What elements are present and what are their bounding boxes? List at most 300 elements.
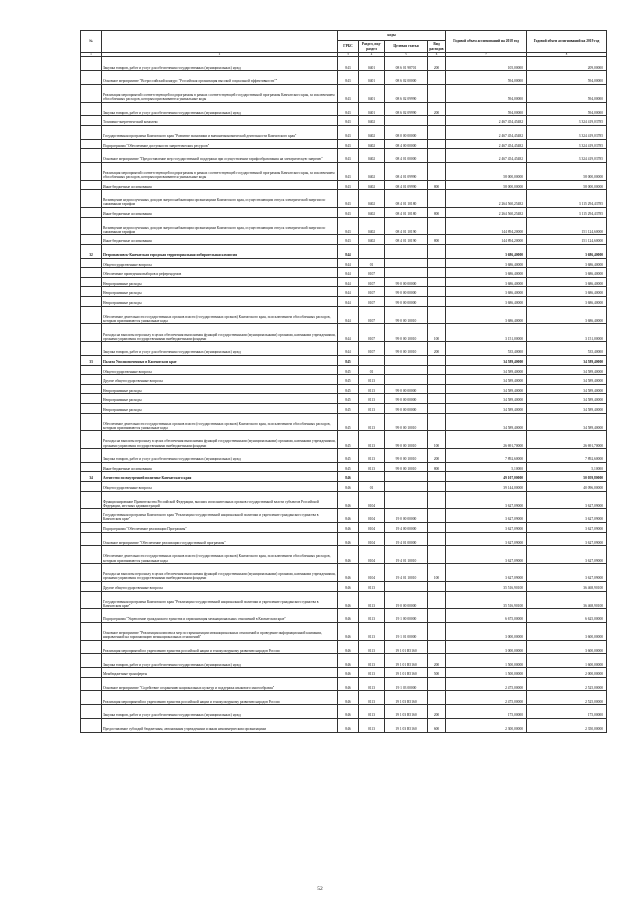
- section-cell: 0113: [359, 403, 385, 413]
- target-article-cell: 99 0 00 10010: [385, 431, 428, 449]
- row-name-cell: Расходы на выплаты персоналу в целях обеспечения выполнения функций государственными (муниципальными) органами, казенными учреждениями, органами управления государственными внебюджетными фондами: [102, 431, 338, 449]
- volume-2019-cell: 34 589,40000: [527, 394, 607, 404]
- volume-2019-cell: 3 627,09000: [527, 509, 607, 523]
- grbs-cell: 843: [338, 180, 359, 190]
- target-article-cell: 08 6 02 09990: [385, 102, 428, 116]
- target-article-cell: 08 6 02 00000: [385, 71, 428, 85]
- row-name-cell: Иные бюджетные ассигнования: [102, 462, 338, 472]
- expense-type-cell: [428, 491, 446, 509]
- grbs-cell: 846: [338, 472, 359, 482]
- target-article-cell: 99 0 00 00000: [385, 277, 428, 287]
- grbs-cell: 846: [338, 523, 359, 533]
- row-number-cell: [81, 57, 102, 71]
- volume-2019-cell: 34 589,40000: [527, 384, 607, 394]
- row-name-cell: Закупка товаров, работ и услуг для обеспечения государственных (муниципальных) нужд: [102, 57, 338, 71]
- target-article-cell: 19 4 00 00000: [385, 523, 428, 533]
- expense-type-cell: [428, 149, 446, 163]
- volume-2019-cell: 58 000,00000: [527, 162, 607, 180]
- volume-2018-cell: 3 686,40000: [446, 297, 527, 307]
- target-article-cell: 19 1 03 R5160: [385, 705, 428, 719]
- section-cell: 0113: [359, 705, 385, 719]
- section-cell: 0104: [359, 509, 385, 523]
- volume-2019-cell: 3 686,40000: [527, 277, 607, 287]
- header-target-article: Целевая статья: [385, 41, 428, 53]
- row-name-cell: Закупка товаров, работ и услуг для обеспечения государственных (муниципальных) нужд: [102, 342, 338, 356]
- header-section: Раздел, под-раздел: [359, 41, 385, 53]
- volume-2019-cell: 36 468,90100: [527, 591, 607, 609]
- row-number-cell: [81, 102, 102, 116]
- volume-2018-cell: 3 000,00000: [446, 623, 527, 641]
- table-row: [81, 306, 607, 324]
- expense-type-cell: [428, 623, 446, 641]
- table-row: [81, 654, 607, 668]
- row-number-cell: [81, 208, 102, 218]
- expense-type-cell: [428, 306, 446, 324]
- header-number: №: [81, 31, 102, 53]
- target-article-cell: 99 0 00 10010: [385, 449, 428, 463]
- target-article-cell: 08 4 01 00000: [385, 149, 428, 163]
- volume-2018-cell: 535,40000: [446, 342, 527, 356]
- volume-2019-cell: 2 350,00000: [527, 718, 607, 732]
- table-row: [81, 591, 607, 609]
- row-number-cell: [81, 365, 102, 375]
- volume-2019-cell: 2 525,00000: [527, 691, 607, 705]
- section-cell: 0113: [359, 609, 385, 623]
- expense-type-cell: [428, 162, 446, 180]
- row-number-cell: [81, 564, 102, 582]
- expense-type-cell: 100: [428, 431, 446, 449]
- section-cell: 0113: [359, 691, 385, 705]
- section-cell: 0113: [359, 591, 385, 609]
- grbs-cell: 846: [338, 481, 359, 491]
- table-row: [81, 297, 607, 307]
- row-name-cell: Основное мероприятие "Предоставление мер государственной поддержки при осуществлении тарифообразования на электрическую энергию": [102, 149, 338, 163]
- row-name-cell: Общегосударственные вопросы: [102, 481, 338, 491]
- target-article-cell: 19 1 03 00000: [385, 677, 428, 691]
- grbs-cell: 845: [338, 413, 359, 431]
- volume-2018-cell: 35 516,90100: [446, 581, 527, 591]
- volume-2018-cell: 26 691,70000: [446, 431, 527, 449]
- expense-type-cell: [428, 394, 446, 404]
- header-name: [102, 31, 338, 53]
- volume-2019-cell: 151 124,60000: [527, 235, 607, 245]
- volume-2018-cell: 105,00000: [446, 57, 527, 71]
- row-name-cell: Непрограммные расходы: [102, 403, 338, 413]
- section-cell: 0113: [359, 413, 385, 431]
- volume-2019-cell: 36 468,90100: [527, 581, 607, 591]
- table-row: [81, 413, 607, 431]
- section-cell: 0113: [359, 462, 385, 472]
- expense-type-cell: [428, 532, 446, 546]
- row-number-cell: [81, 523, 102, 533]
- expense-type-cell: [428, 365, 446, 375]
- volume-2018-cell: 7 892,60000: [446, 449, 527, 463]
- volume-2018-cell: 2 300,00000: [446, 718, 527, 732]
- row-number-cell: [81, 609, 102, 623]
- row-number-cell: [81, 71, 102, 85]
- grbs-cell: 844: [338, 258, 359, 268]
- row-number-cell: [81, 449, 102, 463]
- volume-2019-cell: 3 686,40000: [527, 245, 607, 259]
- grbs-cell: 846: [338, 581, 359, 591]
- table-row: [81, 431, 607, 449]
- expense-type-cell: [428, 509, 446, 523]
- volume-2019-cell: 2 525,00000: [527, 677, 607, 691]
- table-row: [81, 324, 607, 342]
- volume-2018-cell: 58 000,00000: [446, 162, 527, 180]
- volume-2018-cell: 3 627,09000: [446, 564, 527, 582]
- expense-type-cell: [428, 71, 446, 85]
- expense-type-cell: [428, 217, 446, 235]
- target-article-cell: 99 0 00 10010: [385, 462, 428, 472]
- grbs-cell: 846: [338, 609, 359, 623]
- volume-2018-cell: 175,00000: [446, 705, 527, 719]
- volume-2018-cell: 3 627,09000: [446, 546, 527, 564]
- row-number-cell: 32: [81, 245, 102, 259]
- row-number-cell: [81, 287, 102, 297]
- table-row: [81, 180, 607, 190]
- row-number-cell: [81, 691, 102, 705]
- section-cell: 0402: [359, 149, 385, 163]
- section-cell: 0107: [359, 342, 385, 356]
- table-row: [81, 71, 607, 85]
- row-number-cell: [81, 403, 102, 413]
- volume-2019-cell: 3 686,40000: [527, 306, 607, 324]
- section-cell: 0401: [359, 57, 385, 71]
- volume-2018-cell: 34 589,40000: [446, 365, 527, 375]
- row-name-cell: Реализация мероприятий по укреплению единства российской нации и этнокультурному развитию народов России: [102, 640, 338, 654]
- row-number-cell: [81, 268, 102, 278]
- section-cell: 0104: [359, 532, 385, 546]
- target-article-cell: [385, 365, 428, 375]
- expense-type-cell: [428, 375, 446, 385]
- row-number-cell: [81, 180, 102, 190]
- target-article-cell: [385, 472, 428, 482]
- expense-type-cell: [428, 677, 446, 691]
- column-number: 7: [446, 53, 527, 57]
- grbs-cell: 843: [338, 102, 359, 116]
- target-article-cell: [385, 268, 428, 278]
- row-name-cell: Реализация мероприятий по укреплению единства российской нации и этнокультурному развитию народов России: [102, 691, 338, 705]
- grbs-cell: 845: [338, 449, 359, 463]
- volume-2018-cell: 3 686,40000: [446, 287, 527, 297]
- row-name-cell: Возмещение недополученных доходов энергоснабжающим организациям Камчатского края, осуществляющим отпуск электрической энергии по сниженным тарифам: [102, 190, 338, 208]
- volume-2019-cell: 3 324 419,03785: [527, 139, 607, 149]
- volume-2019-cell: 3 324 419,03785: [527, 125, 607, 139]
- section-cell: 0401: [359, 102, 385, 116]
- volume-2019-cell: 209,00000: [527, 57, 607, 71]
- section-cell: 0107: [359, 268, 385, 278]
- target-article-cell: 19 4 01 10010: [385, 564, 428, 582]
- volume-2019-cell: 3 686,40000: [527, 297, 607, 307]
- grbs-cell: 843: [338, 208, 359, 218]
- row-name-cell: Иные бюджетные ассигнования: [102, 235, 338, 245]
- row-name-cell: Основное мероприятие "Реализация комплекса мер по гармонизации межнациональных отношений и проведение информационной кампании, направленной на гармонизацию межнациональных отношений": [102, 623, 338, 641]
- table-row: [81, 375, 607, 385]
- row-number-cell: [81, 532, 102, 546]
- section-cell: 0401: [359, 71, 385, 85]
- volume-2018-cell: 2 475,00000: [446, 677, 527, 691]
- row-name-cell: Подпрограмма "Укрепление гражданского единства и гармонизация межнациональных отношений в Камчатском крае": [102, 609, 338, 623]
- volume-2019-cell: 3 686,40000: [527, 287, 607, 297]
- volume-2019-cell: 594,00000: [527, 84, 607, 102]
- volume-2018-cell: 2 467 454,45482: [446, 125, 527, 139]
- grbs-cell: 843: [338, 57, 359, 71]
- row-name-cell: Расходы на выплаты персоналу в целях обеспечения выполнения функций государственными (муниципальными) органами, казенными учреждениями, органами управления государственными внебюджетными фондами: [102, 324, 338, 342]
- grbs-cell: 845: [338, 462, 359, 472]
- header-volume-2019: Годовой объем ассигнований на 2019 год: [527, 31, 607, 53]
- volume-2018-cell: 3 686,40000: [446, 258, 527, 268]
- section-cell: 0113: [359, 654, 385, 668]
- table-row: [81, 677, 607, 691]
- row-number-cell: [81, 324, 102, 342]
- expense-type-cell: 800: [428, 235, 446, 245]
- volume-2019-cell: 34 589,40000: [527, 365, 607, 375]
- section-cell: 0113: [359, 384, 385, 394]
- expense-type-cell: 200: [428, 654, 446, 668]
- section-cell: 0104: [359, 491, 385, 509]
- target-article-cell: 08 4 01 10190: [385, 217, 428, 235]
- section-cell: 0402: [359, 125, 385, 139]
- table-row: [81, 668, 607, 678]
- row-number-cell: [81, 491, 102, 509]
- volume-2019-cell: 50 059,80000: [527, 472, 607, 482]
- target-article-cell: [385, 581, 428, 591]
- table-row: [81, 640, 607, 654]
- volume-2019-cell: 58 000,00000: [527, 180, 607, 190]
- row-number-cell: [81, 677, 102, 691]
- row-name-cell: Обеспечение деятельности государственных органов власти (государственных органов) Камчатского края, за исключением обособленных расходов, которым присваиваются уникальные коды: [102, 546, 338, 564]
- target-article-cell: 08 4 01 10190: [385, 235, 428, 245]
- target-article-cell: 19 0 00 00000: [385, 591, 428, 609]
- section-cell: 0113: [359, 394, 385, 404]
- column-number: 6: [428, 53, 446, 57]
- target-article-cell: 19 1 01 R5160: [385, 668, 428, 678]
- header-grbs: ГРБС: [338, 41, 359, 53]
- table-row: [81, 235, 607, 245]
- row-number-cell: [81, 546, 102, 564]
- grbs-cell: 844: [338, 268, 359, 278]
- table-row: [81, 705, 607, 719]
- grbs-cell: 843: [338, 190, 359, 208]
- grbs-cell: 846: [338, 718, 359, 732]
- volume-2018-cell: 3 151,00000: [446, 324, 527, 342]
- grbs-cell: 845: [338, 431, 359, 449]
- section-cell: [359, 472, 385, 482]
- target-article-cell: 08 4 01 09990: [385, 180, 428, 190]
- grbs-cell: 844: [338, 245, 359, 259]
- target-article-cell: 19 1 01 R5160: [385, 640, 428, 654]
- volume-2018-cell: 3 627,09000: [446, 523, 527, 533]
- grbs-cell: 843: [338, 149, 359, 163]
- expense-type-cell: [428, 609, 446, 623]
- row-name-cell: Государственная программа Камчатского края "Реализация государственной национальной политики и укрепление гражданского единства в Камчатском крае": [102, 591, 338, 609]
- volume-2018-cell: 34 589,40000: [446, 355, 527, 365]
- row-name-cell: Непрограммные расходы: [102, 394, 338, 404]
- table-row: [81, 355, 607, 365]
- section-cell: 0402: [359, 217, 385, 235]
- volume-2019-cell: 34 589,40000: [527, 375, 607, 385]
- expense-type-cell: 200: [428, 57, 446, 71]
- table-row: [81, 116, 607, 126]
- table-row: [81, 365, 607, 375]
- grbs-cell: 846: [338, 677, 359, 691]
- table-row: [81, 84, 607, 102]
- row-number-cell: [81, 654, 102, 668]
- row-name-cell: Основное мероприятие "Обеспечение реализации государственной программы": [102, 532, 338, 546]
- section-cell: 0107: [359, 277, 385, 287]
- target-article-cell: 19 1 03 R5160: [385, 718, 428, 732]
- volume-2018-cell: 2 264 560,25482: [446, 190, 527, 208]
- grbs-cell: 843: [338, 84, 359, 102]
- expense-type-cell: [428, 640, 446, 654]
- row-name-cell: Функционирование Правительства Российской Федерации, высших исполнительных органов государственной власти субъектов Российской Федерации, местных администраций: [102, 491, 338, 509]
- row-number-cell: [81, 235, 102, 245]
- row-name-cell: Подпрограмма "Обеспечение доступности энергетических ресурсов": [102, 139, 338, 149]
- row-name-cell: Непрограммные расходы: [102, 287, 338, 297]
- table-row: [81, 139, 607, 149]
- table-row: [81, 162, 607, 180]
- row-name-cell: Другие общегосударственные вопросы: [102, 581, 338, 591]
- table-row: [81, 394, 607, 404]
- section-cell: 0104: [359, 564, 385, 582]
- grbs-cell: 844: [338, 306, 359, 324]
- table-row: [81, 481, 607, 491]
- row-name-cell: Непрограммные расходы: [102, 297, 338, 307]
- grbs-cell: 846: [338, 564, 359, 582]
- expense-type-cell: 800: [428, 462, 446, 472]
- row-name-cell: Иные бюджетные ассигнования: [102, 208, 338, 218]
- table-row: [81, 125, 607, 139]
- target-article-cell: 99 0 00 00000: [385, 297, 428, 307]
- expense-type-cell: 500: [428, 668, 446, 678]
- target-article-cell: 08 6 02 09990: [385, 84, 428, 102]
- row-name-cell: Общегосударственные вопросы: [102, 365, 338, 375]
- grbs-cell: 846: [338, 591, 359, 609]
- volume-2018-cell: 35 516,90100: [446, 591, 527, 609]
- target-article-cell: 99 0 00 00000: [385, 384, 428, 394]
- row-number-cell: [81, 125, 102, 139]
- grbs-cell: 844: [338, 324, 359, 342]
- row-number-cell: [81, 277, 102, 287]
- expense-type-cell: 200: [428, 705, 446, 719]
- grbs-cell: 846: [338, 546, 359, 564]
- row-number-cell: [81, 190, 102, 208]
- volume-2019-cell: 40 096,00000: [527, 481, 607, 491]
- row-number-cell: [81, 591, 102, 609]
- target-article-cell: [385, 116, 428, 126]
- volume-2019-cell: 5,10000: [527, 462, 607, 472]
- volume-2018-cell: 144 894,20000: [446, 217, 527, 235]
- expense-type-cell: [428, 258, 446, 268]
- row-number-cell: 34: [81, 472, 102, 482]
- volume-2019-cell: 34 589,40000: [527, 403, 607, 413]
- section-cell: 0402: [359, 235, 385, 245]
- table-row: [81, 623, 607, 641]
- grbs-cell: 846: [338, 691, 359, 705]
- grbs-cell: 846: [338, 532, 359, 546]
- section-cell: 0113: [359, 718, 385, 732]
- table-row: [81, 245, 607, 259]
- section-cell: 0402: [359, 208, 385, 218]
- table-body: [81, 57, 607, 732]
- row-number-cell: [81, 705, 102, 719]
- volume-2018-cell: 6 675,00000: [446, 609, 527, 623]
- row-name-cell: Палата Уполномоченных в Камчатском крае: [102, 355, 338, 365]
- volume-2018-cell: 34 589,40000: [446, 413, 527, 431]
- volume-2019-cell: 175,00000: [527, 705, 607, 719]
- section-cell: 0402: [359, 180, 385, 190]
- expense-type-cell: [428, 413, 446, 431]
- target-article-cell: 08 4 01 09990: [385, 162, 428, 180]
- section-cell: 0402: [359, 190, 385, 208]
- table-row: [81, 546, 607, 564]
- section-cell: 0402: [359, 116, 385, 126]
- target-article-cell: 19 0 00 00000: [385, 509, 428, 523]
- table-row: [81, 384, 607, 394]
- grbs-cell: 845: [338, 365, 359, 375]
- expense-type-cell: [428, 403, 446, 413]
- row-number-cell: [81, 375, 102, 385]
- row-name-cell: Непрограммные расходы: [102, 277, 338, 287]
- expense-type-cell: [428, 268, 446, 278]
- target-article-cell: [385, 245, 428, 259]
- row-number-cell: [81, 394, 102, 404]
- volume-2018-cell: 3 627,09000: [446, 491, 527, 509]
- target-article-cell: 19 1 00 00000: [385, 609, 428, 623]
- target-article-cell: 99 0 00 00000: [385, 287, 428, 297]
- row-number-cell: [81, 384, 102, 394]
- expense-type-cell: 800: [428, 180, 446, 190]
- row-name-cell: Топливно-энергетический комплекс: [102, 116, 338, 126]
- table-row: [81, 523, 607, 533]
- table-row: [81, 102, 607, 116]
- header-codes: коды: [338, 31, 446, 41]
- table-row: [81, 217, 607, 235]
- row-name-cell: Подпрограмма "Обеспечение реализации Программы": [102, 523, 338, 533]
- volume-2018-cell: 39 144,00000: [446, 481, 527, 491]
- volume-2019-cell: 3 600,00000: [527, 623, 607, 641]
- volume-2019-cell: 3 151,00000: [527, 324, 607, 342]
- expense-type-cell: [428, 190, 446, 208]
- expense-type-cell: [428, 139, 446, 149]
- volume-2018-cell: 2 467 454,45482: [446, 149, 527, 163]
- section-cell: 0402: [359, 139, 385, 149]
- budget-table-sheet: [80, 30, 606, 733]
- row-name-cell: Агентство по внутренней политике Камчатского края: [102, 472, 338, 482]
- target-article-cell: 19 4 01 10010: [385, 546, 428, 564]
- volume-2018-cell: 3 627,09000: [446, 532, 527, 546]
- volume-2019-cell: 3 115 294,43785: [527, 190, 607, 208]
- target-article-cell: [385, 258, 428, 268]
- row-name-cell: Закупка товаров, работ и услуг для обеспечения государственных (муниципальных) нужд: [102, 449, 338, 463]
- grbs-cell: 846: [338, 705, 359, 719]
- grbs-cell: 843: [338, 235, 359, 245]
- grbs-cell: 845: [338, 394, 359, 404]
- target-article-cell: 08 6 01 98701: [385, 57, 428, 71]
- volume-2019-cell: 3 627,09000: [527, 546, 607, 564]
- grbs-cell: 845: [338, 375, 359, 385]
- expense-type-cell: 100: [428, 324, 446, 342]
- volume-2019-cell: 1 600,00000: [527, 654, 607, 668]
- row-name-cell: Обеспечение проведения выборов и референдумов: [102, 268, 338, 278]
- section-cell: 01: [359, 258, 385, 268]
- section-cell: 0113: [359, 375, 385, 385]
- volume-2019-cell: 535,40000: [527, 342, 607, 356]
- expense-type-cell: 600: [428, 718, 446, 732]
- header-expense-type: Вид расходов: [429, 42, 444, 51]
- grbs-cell: 846: [338, 491, 359, 509]
